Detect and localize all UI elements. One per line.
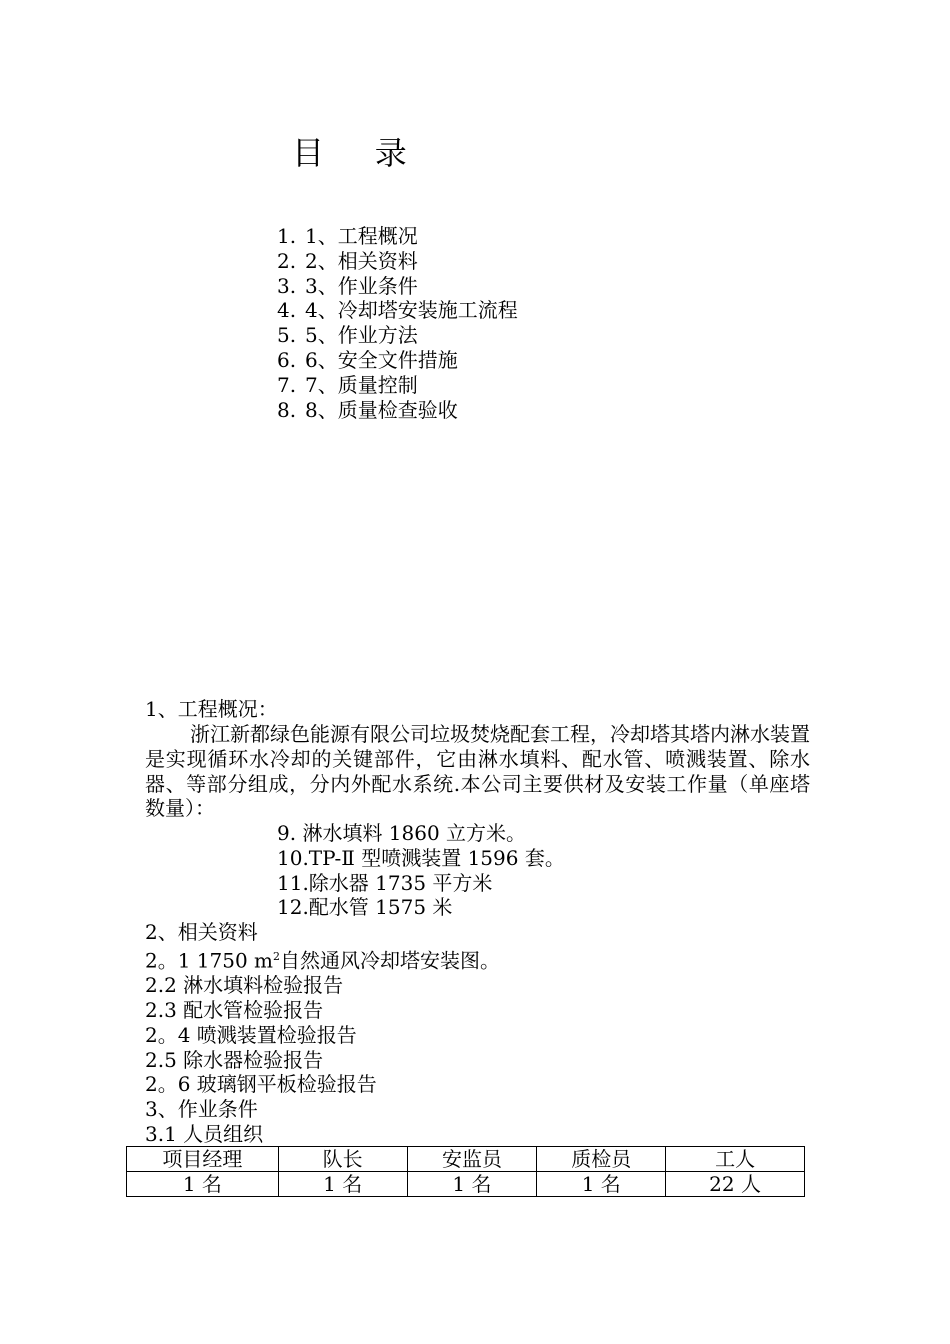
- table-header-row: [127, 1147, 805, 1172]
- toc-item: [277, 398, 518, 423]
- toc-title: 目 录: [292, 134, 409, 172]
- table-header-cell: 队长: [278, 1147, 407, 1172]
- toc-item: [277, 298, 518, 323]
- superscript: 2: [273, 949, 281, 963]
- reference-item: 2.3 配水管检验报告: [145, 998, 324, 1023]
- table-header-cell: 安监员: [407, 1147, 537, 1172]
- toc-item: [277, 224, 518, 249]
- toc-item: [277, 249, 518, 274]
- reference-item: 2。4 喷溅装置检验报告: [145, 1022, 357, 1047]
- table-row: [127, 1172, 805, 1197]
- toc-item-number: 4.: [277, 298, 297, 323]
- section1-paragraph: 浙江新都绿色能源有限公司垃圾焚烧配套工程，冷却塔其塔内淋水装置是实现循环水冷却的关键部件，它由淋水填料、配水管、喷溅装置、除水器、等部分组成，分内外配水系统.本公司主要供材及安装工作量（单座塔数量）：: [145, 722, 810, 821]
- toc-item-label: 4、冷却塔安装施工流程: [305, 298, 518, 323]
- toc-item-label: 2、相关资料: [305, 248, 418, 273]
- section3-subheading: 3.1 人员组织: [145, 1122, 264, 1147]
- section3-heading: 3、作业条件: [145, 1097, 258, 1122]
- table-cell: 1 名: [537, 1172, 666, 1197]
- table-header-cell: 项目经理: [127, 1147, 279, 1172]
- staff-table: [126, 1146, 805, 1197]
- reference-item: 2.5 除水器检验报告: [145, 1047, 324, 1072]
- section1-heading: 1、工程概况：: [145, 697, 278, 721]
- table-header-cell: 工人: [666, 1147, 805, 1172]
- toc-item: [277, 348, 518, 373]
- toc-item-number: 3.: [277, 273, 297, 298]
- table-cell: 22 人: [666, 1172, 805, 1197]
- toc-item: [277, 373, 518, 398]
- toc-item-label: 3、作业条件: [305, 273, 418, 298]
- toc-item-number: 2.: [277, 248, 297, 273]
- table-cell: 1 名: [407, 1172, 537, 1197]
- supply-list: [277, 821, 565, 920]
- supply-item: 12.配水管 1575 米: [277, 895, 453, 920]
- toc-item-number: 8.: [277, 397, 297, 422]
- supply-item: 11.除水器 1735 平方米: [277, 870, 493, 895]
- reference-item: [145, 945, 500, 973]
- reference-text: 2。1 1750 m: [145, 948, 274, 973]
- toc-item: [277, 274, 518, 299]
- reference-text-suffix: 自然通风冷却塔安装图。: [280, 948, 501, 973]
- supply-item: 10.TP-Ⅱ 型喷溅装置 1596 套。: [277, 845, 565, 870]
- supply-item: 9. 淋水填料 1860 立方米。: [277, 821, 527, 845]
- toc-item-label: 5、作业方法: [305, 323, 418, 348]
- section2: [145, 920, 500, 1147]
- table-cell: 1 名: [278, 1172, 407, 1197]
- reference-item: 2。6 玻璃钢平板检验报告: [145, 1072, 377, 1097]
- toc-item-number: 1.: [277, 224, 297, 248]
- toc-item-label: 6、安全文件措施: [305, 347, 458, 372]
- reference-item: 2.2 淋水填料检验报告: [145, 973, 344, 998]
- toc-item-label: 8、质量检查验收: [305, 397, 458, 422]
- toc-item-number: 5.: [277, 323, 297, 348]
- toc-list: [277, 224, 518, 422]
- toc-item-number: 6.: [277, 347, 297, 372]
- table-header-cell: 质检员: [537, 1147, 666, 1172]
- table-cell: 1 名: [127, 1172, 279, 1197]
- toc-item-label: 1、工程概况: [305, 224, 418, 248]
- toc-item: [277, 323, 518, 348]
- section2-heading: 2、相关资料: [145, 920, 258, 944]
- toc-item-label: 7、质量控制: [305, 372, 418, 397]
- toc-item-number: 7.: [277, 372, 297, 397]
